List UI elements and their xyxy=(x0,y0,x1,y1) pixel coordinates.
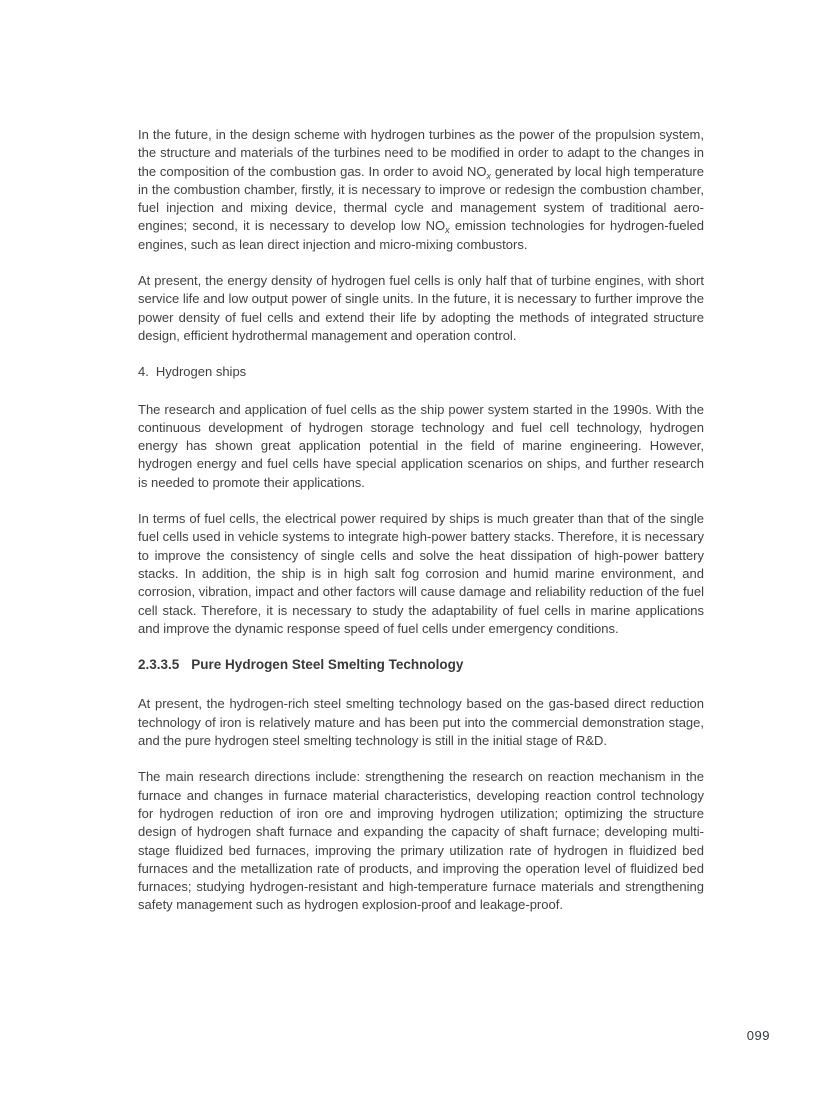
paragraph-fuel-cell-energy-density: At present, the energy density of hydrogen fuel cells is only half that of turbine engines, with short service life and low output power of single units. In the future, it is necessary to further improve the power density of fuel cells and extend their life by adopting the methods of integrated structure design, efficient hydrothermal management and operation control. xyxy=(138,273,704,343)
paragraph-hydrogen-turbines: In the future, in the design scheme with hydrogen turbines as the power of the propulsion system, the structure and materials of the turbines need to be modified in order to adapt to the changes in the composition of the combustion gas. In order to avoid $NO_x$ generated by local high temperature in the combustion chamber, firstly, it is necessary to improve or redesign the combustion chamber, fuel injection and mixing device, thermal cycle and management system of traditional aero-engines; second, it is necessary to develop low $NO_x$ emission technologies for hydrogen-fueled engines, such as lean direct injection and micro-mixing combustors. xyxy=(138,127,704,252)
page-number: 099 xyxy=(746,1028,770,1043)
heading-hydrogen-ships xyxy=(138,363,704,381)
paragraph-ship-research: The research and application of fuel cells as the ship power system started in the 1990s. With the continuous development of hydrogen storage technology and fuel cell technology, hydrogen energy has shown great application potential in the field of marine engineering. However, hydrogen energy and fuel cells have special application scenarios on ships, and further research is needed to promote their applications. xyxy=(138,401,704,490)
paragraph-research-directions: The main research directions include: strengthening the research on reaction mechanism in the furnace and changes in furnace material characteristics, developing reaction control technology for hydrogen reduction of iron ore and improving hydrogen utilization; optimizing the structure design of hydrogen shaft furnace and expanding the capacity of shaft furnace; developing multi-stage fluidized bed furnaces, improving the primary utilization rate of hydrogen in fluidized bed furnaces and the metallization rate of products, and improving the operation level of fluidized bed furnaces; studying hydrogen-resistant and high-temperature furnace materials and strengthening safety management such as hydrogen explosion-proof and leakage-proof. xyxy=(138,769,704,913)
page-content xyxy=(138,126,704,933)
heading-hydrogen-ships-number: 4. xyxy=(138,364,149,380)
paragraph-steel-smelting-status: At present, the hydrogen-rich steel smelting technology based on the gas-based direct reduction technology of iron is relatively mature and has been put into the commercial demonstration stage, and the pure hydrogen steel smelting technology is still in the initial stage of R&D. xyxy=(138,696,704,749)
paragraph-ship-fuel-cells: In terms of fuel cells, the electrical power required by ships is much greater than that of the single fuel cells used in vehicle systems to integrate high-power battery stacks. Therefore, it is necessary to improve the consistency of single cells and solve the heat dissipation of high-power battery stacks. In addition, the ship is in high salt fog corrosion and humid marine environment, and corrosion, vibration, impact and other factors will cause damage and reliability reduction of the fuel cell stack. Therefore, it is necessary to study the adaptability of fuel cells in marine applications and improve the dynamic response speed of fuel cells under emergency conditions. xyxy=(138,511,704,636)
heading-steel-smelting xyxy=(138,656,704,674)
heading-hydrogen-ships-label: Hydrogen ships xyxy=(155,364,247,380)
heading-steel-smelting-label: Pure Hydrogen Steel Smelting Technology xyxy=(191,657,464,673)
heading-steel-smelting-number: 2.3.3.5 xyxy=(138,657,180,673)
